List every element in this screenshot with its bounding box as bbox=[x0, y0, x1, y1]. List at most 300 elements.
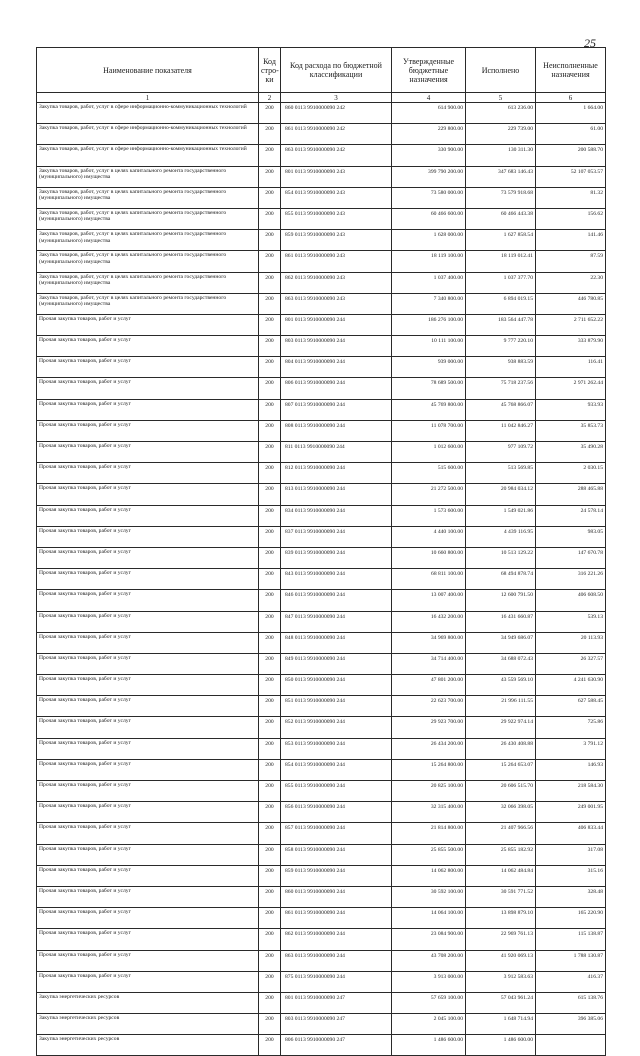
expense-code-cell: 843 0113 9910000090 244 bbox=[281, 569, 392, 590]
expense-code-cell: 851 0113 9910000090 244 bbox=[281, 696, 392, 717]
line-code-cell: 200 bbox=[259, 802, 281, 823]
executed-amount-cell: 75 718 237.56 bbox=[466, 378, 536, 399]
line-code-cell: 200 bbox=[259, 781, 281, 802]
table-row bbox=[37, 124, 606, 145]
table-row bbox=[37, 569, 606, 590]
table-row bbox=[37, 865, 606, 886]
unexecuted-amount-cell: 2 030.15 bbox=[536, 463, 606, 484]
unexecuted-amount-cell: 26 327.57 bbox=[536, 653, 606, 674]
executed-amount-cell: 18 119 012.41 bbox=[466, 251, 536, 272]
executed-amount-cell: 1 627 858.54 bbox=[466, 230, 536, 251]
table-row bbox=[37, 823, 606, 844]
column-number-row bbox=[37, 93, 606, 103]
table-row bbox=[37, 696, 606, 717]
expense-code-cell: 811 0113 9910000090 244 bbox=[281, 442, 392, 463]
indicator-name-cell: Прочая закупка товаров, работ и услуг bbox=[37, 738, 259, 759]
unexecuted-amount-cell: 333 879.90 bbox=[536, 336, 606, 357]
table-row bbox=[37, 1035, 606, 1056]
approved-amount-cell: 330 900.00 bbox=[392, 145, 466, 166]
unexecuted-amount-cell: 116.41 bbox=[536, 357, 606, 378]
line-code-cell: 200 bbox=[259, 272, 281, 293]
unexecuted-amount-cell: 200 588.70 bbox=[536, 145, 606, 166]
expense-code-cell: 858 0113 9910000090 244 bbox=[281, 844, 392, 865]
line-code-cell: 200 bbox=[259, 357, 281, 378]
table-row bbox=[37, 844, 606, 865]
table-row bbox=[37, 420, 606, 441]
table-row bbox=[37, 166, 606, 187]
executed-amount-cell: 30 591 771.52 bbox=[466, 886, 536, 907]
line-code-cell: 200 bbox=[259, 653, 281, 674]
expense-code-cell: 848 0113 9910000090 244 bbox=[281, 632, 392, 653]
executed-amount-cell: 1 549 021.86 bbox=[466, 505, 536, 526]
table-row bbox=[37, 802, 606, 823]
unexecuted-amount-cell: 20 113.93 bbox=[536, 632, 606, 653]
approved-amount-cell: 1 628 000.00 bbox=[392, 230, 466, 251]
unexecuted-amount-cell: 983.05 bbox=[536, 526, 606, 547]
table-row bbox=[37, 611, 606, 632]
expense-code-cell: 854 0113 9910000090 243 bbox=[281, 187, 392, 208]
executed-amount-cell: 4 439 116.95 bbox=[466, 526, 536, 547]
line-code-cell: 200 bbox=[259, 547, 281, 568]
line-code-cell: 200 bbox=[259, 908, 281, 929]
unexecuted-amount-cell: 396 385.06 bbox=[536, 1014, 606, 1035]
approved-amount-cell: 14 064 100.00 bbox=[392, 908, 466, 929]
executed-amount-cell: 16 431 660.87 bbox=[466, 611, 536, 632]
indicator-name-cell: Закупка товаров, работ, услуг в сфере информационно-коммуникационных технологий bbox=[37, 124, 259, 145]
unexecuted-amount-cell: 22.30 bbox=[536, 272, 606, 293]
expense-code-cell: 839 0113 9910000090 244 bbox=[281, 547, 392, 568]
indicator-name-cell: Прочая закупка товаров, работ и услуг bbox=[37, 929, 259, 950]
approved-amount-cell: 25 855 500.00 bbox=[392, 844, 466, 865]
approved-amount-cell: 26 434 200.00 bbox=[392, 738, 466, 759]
approved-amount-cell: 21 272 500.00 bbox=[392, 484, 466, 505]
approved-amount-cell: 3 913 000.00 bbox=[392, 971, 466, 992]
header-row bbox=[37, 48, 606, 93]
unexecuted-amount-cell: 4 241 630.90 bbox=[536, 675, 606, 696]
table-row bbox=[37, 950, 606, 971]
column-number: 3 bbox=[281, 93, 392, 103]
column-number: 5 bbox=[466, 93, 536, 103]
executed-amount-cell: 347 683 146.43 bbox=[466, 166, 536, 187]
indicator-name-cell: Прочая закупка товаров, работ и услуг bbox=[37, 950, 259, 971]
indicator-name-cell: Прочая закупка товаров, работ и услуг bbox=[37, 505, 259, 526]
indicator-name-cell: Прочая закупка товаров, работ и услуг bbox=[37, 442, 259, 463]
expense-code-cell: 862 0113 9910000090 243 bbox=[281, 272, 392, 293]
unexecuted-amount-cell: 316 221.26 bbox=[536, 569, 606, 590]
line-code-cell: 200 bbox=[259, 463, 281, 484]
executed-amount-cell: 1 486 600.00 bbox=[466, 1035, 536, 1056]
executed-amount-cell: 20 606 515.70 bbox=[466, 781, 536, 802]
unexecuted-amount-cell: 416.37 bbox=[536, 971, 606, 992]
unexecuted-amount-cell: 35 490.28 bbox=[536, 442, 606, 463]
expense-code-cell: 863 0113 9910000090 244 bbox=[281, 950, 392, 971]
expense-code-cell: 861 0113 9910000090 242 bbox=[281, 124, 392, 145]
line-code-cell: 200 bbox=[259, 823, 281, 844]
unexecuted-amount-cell: 627 588.45 bbox=[536, 696, 606, 717]
expense-code-cell: 808 0113 9910000090 244 bbox=[281, 420, 392, 441]
expense-code-cell: 801 0113 9910000090 243 bbox=[281, 166, 392, 187]
executed-amount-cell: 13 898 879.10 bbox=[466, 908, 536, 929]
executed-amount-cell: 22 969 761.13 bbox=[466, 929, 536, 950]
executed-amount-cell: 3 912 583.63 bbox=[466, 971, 536, 992]
unexecuted-amount-cell bbox=[536, 1035, 606, 1056]
approved-amount-cell: 43 708 200.00 bbox=[392, 950, 466, 971]
line-code-cell: 200 bbox=[259, 611, 281, 632]
executed-amount-cell: 14 062 484.84 bbox=[466, 865, 536, 886]
approved-amount-cell: 45 769 800.00 bbox=[392, 399, 466, 420]
approved-amount-cell: 14 062 800.00 bbox=[392, 865, 466, 886]
unexecuted-amount-cell: 146.93 bbox=[536, 759, 606, 780]
approved-amount-cell: 60 466 600.00 bbox=[392, 208, 466, 229]
line-code-cell: 200 bbox=[259, 208, 281, 229]
table-row bbox=[37, 463, 606, 484]
line-code-cell: 200 bbox=[259, 886, 281, 907]
indicator-name-cell: Прочая закупка товаров, работ и услуг bbox=[37, 781, 259, 802]
approved-amount-cell: 29 923 700.00 bbox=[392, 717, 466, 738]
expense-code-cell: 856 0113 9910000090 244 bbox=[281, 802, 392, 823]
indicator-name-cell: Прочая закупка товаров, работ и услуг bbox=[37, 971, 259, 992]
executed-amount-cell: 45 768 866.07 bbox=[466, 399, 536, 420]
line-code-cell: 200 bbox=[259, 1014, 281, 1035]
approved-amount-cell: 399 790 200.00 bbox=[392, 166, 466, 187]
expense-code-cell: 813 0113 9910000090 244 bbox=[281, 484, 392, 505]
executed-amount-cell: 938 883.59 bbox=[466, 357, 536, 378]
table-row bbox=[37, 547, 606, 568]
expense-code-cell: 806 0113 9910000090 244 bbox=[281, 378, 392, 399]
table-row bbox=[37, 314, 606, 335]
unexecuted-amount-cell: 81.32 bbox=[536, 187, 606, 208]
executed-amount-cell: 977 109.72 bbox=[466, 442, 536, 463]
approved-amount-cell: 1 486 600.00 bbox=[392, 1035, 466, 1056]
executed-amount-cell: 9 777 220.10 bbox=[466, 336, 536, 357]
table-row bbox=[37, 929, 606, 950]
header-unexecuted: Неисполненные назначения bbox=[536, 48, 606, 93]
executed-amount-cell: 41 920 069.13 bbox=[466, 950, 536, 971]
unexecuted-amount-cell: 3 791.12 bbox=[536, 738, 606, 759]
expense-code-cell: 850 0113 9910000090 244 bbox=[281, 675, 392, 696]
approved-amount-cell: 47 801 200.00 bbox=[392, 675, 466, 696]
expense-code-cell: 862 0113 9910000090 244 bbox=[281, 929, 392, 950]
line-code-cell: 200 bbox=[259, 187, 281, 208]
header-line-code: Код стро- ки bbox=[259, 48, 281, 93]
approved-amount-cell: 23 084 900.00 bbox=[392, 929, 466, 950]
expense-code-cell: 859 0113 9910000090 244 bbox=[281, 865, 392, 886]
expense-code-cell: 801 0113 9910000090 244 bbox=[281, 314, 392, 335]
unexecuted-amount-cell: 406 608.50 bbox=[536, 590, 606, 611]
executed-amount-cell: 1 648 714.94 bbox=[466, 1014, 536, 1035]
indicator-name-cell: Закупка товаров, работ, услуг в целях капитального ремонта государственного (муниципального) имущества bbox=[37, 230, 259, 251]
executed-amount-cell: 10 513 129.22 bbox=[466, 547, 536, 568]
line-code-cell: 200 bbox=[259, 950, 281, 971]
expense-code-cell: 846 0113 9910000090 244 bbox=[281, 590, 392, 611]
table-row bbox=[37, 272, 606, 293]
line-code-cell: 200 bbox=[259, 251, 281, 272]
indicator-name-cell: Закупка товаров, работ, услуг в целях капитального ремонта государственного (муниципального) имущества bbox=[37, 187, 259, 208]
expense-code-cell: 861 0113 9910000090 243 bbox=[281, 251, 392, 272]
indicator-name-cell: Прочая закупка товаров, работ и услуг bbox=[37, 547, 259, 568]
table-row bbox=[37, 632, 606, 653]
unexecuted-amount-cell: 249 001.95 bbox=[536, 802, 606, 823]
line-code-cell: 200 bbox=[259, 505, 281, 526]
table-row bbox=[37, 484, 606, 505]
executed-amount-cell: 43 559 569.10 bbox=[466, 675, 536, 696]
table-row bbox=[37, 971, 606, 992]
line-code-cell: 200 bbox=[259, 865, 281, 886]
approved-amount-cell: 30 592 100.00 bbox=[392, 886, 466, 907]
expense-code-cell: 807 0113 9910000090 244 bbox=[281, 399, 392, 420]
expense-code-cell: 854 0113 9910000090 244 bbox=[281, 759, 392, 780]
unexecuted-amount-cell: 315.16 bbox=[536, 865, 606, 886]
header-indicator-name: Наименование показателя bbox=[37, 48, 259, 93]
column-number: 4 bbox=[392, 93, 466, 103]
line-code-cell: 200 bbox=[259, 484, 281, 505]
approved-amount-cell: 34 969 800.00 bbox=[392, 632, 466, 653]
header-approved: Утвержденные бюджетные назначения bbox=[392, 48, 466, 93]
line-code-cell: 200 bbox=[259, 293, 281, 314]
indicator-name-cell: Прочая закупка товаров, работ и услуг bbox=[37, 463, 259, 484]
executed-amount-cell: 20 984 034.12 bbox=[466, 484, 536, 505]
column-number: 6 bbox=[536, 93, 606, 103]
executed-amount-cell: 613 236.00 bbox=[466, 103, 536, 124]
unexecuted-amount-cell: 446 780.85 bbox=[536, 293, 606, 314]
unexecuted-amount-cell: 406 833.44 bbox=[536, 823, 606, 844]
expense-code-cell: 860 0113 9910000090 242 bbox=[281, 103, 392, 124]
header-expense-code: Код расхода по бюджетной классификации bbox=[281, 48, 392, 93]
line-code-cell: 200 bbox=[259, 1035, 281, 1056]
indicator-name-cell: Прочая закупка товаров, работ и услуг bbox=[37, 886, 259, 907]
header-executed: Исполнено bbox=[466, 48, 536, 93]
indicator-name-cell: Закупка товаров, работ, услуг в целях капитального ремонта государственного (муниципального) имущества bbox=[37, 293, 259, 314]
line-code-cell: 200 bbox=[259, 442, 281, 463]
expense-code-cell: 863 0113 9910000090 242 bbox=[281, 145, 392, 166]
indicator-name-cell: Прочая закупка товаров, работ и услуг bbox=[37, 844, 259, 865]
expense-code-cell: 859 0113 9910000090 243 bbox=[281, 230, 392, 251]
unexecuted-amount-cell: 288 465.88 bbox=[536, 484, 606, 505]
executed-amount-cell: 130 311.30 bbox=[466, 145, 536, 166]
executed-amount-cell: 183 564 447.78 bbox=[466, 314, 536, 335]
expense-code-cell: 855 0113 9910000090 243 bbox=[281, 208, 392, 229]
approved-amount-cell: 1 573 600.00 bbox=[392, 505, 466, 526]
page-number: 25 bbox=[584, 36, 596, 50]
approved-amount-cell: 68 811 100.00 bbox=[392, 569, 466, 590]
unexecuted-amount-cell: 165 220.90 bbox=[536, 908, 606, 929]
table-row bbox=[37, 1014, 606, 1035]
line-code-cell: 200 bbox=[259, 420, 281, 441]
table-row bbox=[37, 251, 606, 272]
unexecuted-amount-cell: 61.00 bbox=[536, 124, 606, 145]
expense-code-cell: 837 0113 9910000090 244 bbox=[281, 526, 392, 547]
indicator-name-cell: Закупка товаров, работ, услуг в целях капитального ремонта государственного (муниципального) имущества bbox=[37, 166, 259, 187]
line-code-cell: 200 bbox=[259, 717, 281, 738]
table-row bbox=[37, 103, 606, 124]
unexecuted-amount-cell: 2 971 262.44 bbox=[536, 378, 606, 399]
column-number: 1 bbox=[37, 93, 259, 103]
unexecuted-amount-cell: 615 138.76 bbox=[536, 992, 606, 1013]
unexecuted-amount-cell: 115 138.87 bbox=[536, 929, 606, 950]
line-code-cell: 200 bbox=[259, 378, 281, 399]
executed-amount-cell: 12 600 791.50 bbox=[466, 590, 536, 611]
expense-code-cell: 849 0113 9910000090 244 bbox=[281, 653, 392, 674]
expense-code-cell: 847 0113 9910000090 244 bbox=[281, 611, 392, 632]
executed-amount-cell: 26 430 408.88 bbox=[466, 738, 536, 759]
approved-amount-cell: 15 264 800.00 bbox=[392, 759, 466, 780]
table-row bbox=[37, 357, 606, 378]
approved-amount-cell: 73 580 000.00 bbox=[392, 187, 466, 208]
indicator-name-cell: Закупка товаров, работ, услуг в целях капитального ремонта государственного (муниципального) имущества bbox=[37, 251, 259, 272]
executed-amount-cell: 29 922 974.14 bbox=[466, 717, 536, 738]
unexecuted-amount-cell: 87.59 bbox=[536, 251, 606, 272]
indicator-name-cell: Прочая закупка товаров, работ и услуг bbox=[37, 865, 259, 886]
line-code-cell: 200 bbox=[259, 103, 281, 124]
unexecuted-amount-cell: 725.86 bbox=[536, 717, 606, 738]
indicator-name-cell: Прочая закупка товаров, работ и услуг bbox=[37, 569, 259, 590]
table-row bbox=[37, 781, 606, 802]
indicator-name-cell: Закупка энергетических ресурсов bbox=[37, 992, 259, 1013]
approved-amount-cell: 13 007 400.00 bbox=[392, 590, 466, 611]
expense-code-cell: 855 0113 9910000090 244 bbox=[281, 781, 392, 802]
executed-amount-cell: 11 042 846.27 bbox=[466, 420, 536, 441]
indicator-name-cell: Прочая закупка товаров, работ и услуг bbox=[37, 611, 259, 632]
indicator-name-cell: Прочая закупка товаров, работ и услуг bbox=[37, 420, 259, 441]
column-number: 2 bbox=[259, 93, 281, 103]
approved-amount-cell: 32 315 400.00 bbox=[392, 802, 466, 823]
approved-amount-cell: 186 276 100.00 bbox=[392, 314, 466, 335]
line-code-cell: 200 bbox=[259, 992, 281, 1013]
line-code-cell: 200 bbox=[259, 971, 281, 992]
expense-code-cell: 803 0113 9910000090 244 bbox=[281, 336, 392, 357]
table-row bbox=[37, 208, 606, 229]
approved-amount-cell: 78 689 500.00 bbox=[392, 378, 466, 399]
indicator-name-cell: Прочая закупка товаров, работ и услуг bbox=[37, 653, 259, 674]
unexecuted-amount-cell: 539.13 bbox=[536, 611, 606, 632]
table-row bbox=[37, 505, 606, 526]
approved-amount-cell: 1 037 400.00 bbox=[392, 272, 466, 293]
indicator-name-cell: Прочая закупка товаров, работ и услуг bbox=[37, 908, 259, 929]
line-code-cell: 200 bbox=[259, 166, 281, 187]
indicator-name-cell: Прочая закупка товаров, работ и услуг bbox=[37, 526, 259, 547]
line-code-cell: 200 bbox=[259, 569, 281, 590]
table-row bbox=[37, 442, 606, 463]
unexecuted-amount-cell: 1 788 130.87 bbox=[536, 950, 606, 971]
approved-amount-cell: 2 045 100.00 bbox=[392, 1014, 466, 1035]
unexecuted-amount-cell: 35 853.73 bbox=[536, 420, 606, 441]
executed-amount-cell: 34 949 686.07 bbox=[466, 632, 536, 653]
table-row bbox=[37, 145, 606, 166]
line-code-cell: 200 bbox=[259, 632, 281, 653]
line-code-cell: 200 bbox=[259, 590, 281, 611]
table-row bbox=[37, 399, 606, 420]
indicator-name-cell: Прочая закупка товаров, работ и услуг bbox=[37, 802, 259, 823]
approved-amount-cell: 22 623 700.00 bbox=[392, 696, 466, 717]
line-code-cell: 200 bbox=[259, 759, 281, 780]
executed-amount-cell: 21 996 111.55 bbox=[466, 696, 536, 717]
indicator-name-cell: Прочая закупка товаров, работ и услуг bbox=[37, 314, 259, 335]
table-row bbox=[37, 738, 606, 759]
executed-amount-cell: 21 407 966.56 bbox=[466, 823, 536, 844]
line-code-cell: 200 bbox=[259, 336, 281, 357]
table-row bbox=[37, 992, 606, 1013]
expense-code-cell: 860 0113 9910000090 244 bbox=[281, 886, 392, 907]
unexecuted-amount-cell: 24 578.14 bbox=[536, 505, 606, 526]
line-code-cell: 200 bbox=[259, 844, 281, 865]
indicator-name-cell: Прочая закупка товаров, работ и услуг bbox=[37, 484, 259, 505]
unexecuted-amount-cell: 218 584.30 bbox=[536, 781, 606, 802]
approved-amount-cell: 20 825 100.00 bbox=[392, 781, 466, 802]
expense-code-cell: 834 0113 9910000090 244 bbox=[281, 505, 392, 526]
approved-amount-cell: 16 432 200.00 bbox=[392, 611, 466, 632]
indicator-name-cell: Прочая закупка товаров, работ и услуг bbox=[37, 399, 259, 420]
expense-code-cell: 852 0113 9910000090 244 bbox=[281, 717, 392, 738]
table-body bbox=[37, 103, 606, 1056]
table-row bbox=[37, 378, 606, 399]
approved-amount-cell: 614 900.00 bbox=[392, 103, 466, 124]
approved-amount-cell: 10 111 100.00 bbox=[392, 336, 466, 357]
approved-amount-cell: 10 660 800.00 bbox=[392, 547, 466, 568]
line-code-cell: 200 bbox=[259, 314, 281, 335]
table-row bbox=[37, 759, 606, 780]
unexecuted-amount-cell: 156.62 bbox=[536, 208, 606, 229]
indicator-name-cell: Закупка товаров, работ, услуг в сфере информационно-коммуникационных технологий bbox=[37, 145, 259, 166]
executed-amount-cell: 73 579 918.68 bbox=[466, 187, 536, 208]
indicator-name-cell: Прочая закупка товаров, работ и услуг bbox=[37, 823, 259, 844]
approved-amount-cell: 229 800.00 bbox=[392, 124, 466, 145]
line-code-cell: 200 bbox=[259, 124, 281, 145]
indicator-name-cell: Прочая закупка товаров, работ и услуг bbox=[37, 378, 259, 399]
line-code-cell: 200 bbox=[259, 230, 281, 251]
table-row bbox=[37, 526, 606, 547]
indicator-name-cell: Прочая закупка товаров, работ и услуг bbox=[37, 590, 259, 611]
unexecuted-amount-cell: 328.48 bbox=[536, 886, 606, 907]
executed-amount-cell: 34 688 072.43 bbox=[466, 653, 536, 674]
indicator-name-cell: Прочая закупка товаров, работ и услуг bbox=[37, 696, 259, 717]
executed-amount-cell: 60 466 443.38 bbox=[466, 208, 536, 229]
unexecuted-amount-cell: 1 664.00 bbox=[536, 103, 606, 124]
executed-amount-cell: 25 855 182.92 bbox=[466, 844, 536, 865]
expense-code-cell: 863 0113 9910000090 243 bbox=[281, 293, 392, 314]
expense-code-cell: 806 0113 9910000090 247 bbox=[281, 1035, 392, 1056]
table-row bbox=[37, 336, 606, 357]
approved-amount-cell: 21 814 800.00 bbox=[392, 823, 466, 844]
unexecuted-amount-cell: 933.93 bbox=[536, 399, 606, 420]
executed-amount-cell: 68 494 878.74 bbox=[466, 569, 536, 590]
executed-amount-cell: 57 043 961.24 bbox=[466, 992, 536, 1013]
line-code-cell: 200 bbox=[259, 526, 281, 547]
executed-amount-cell: 513 569.85 bbox=[466, 463, 536, 484]
expense-code-cell: 861 0113 9910000090 244 bbox=[281, 908, 392, 929]
approved-amount-cell: 34 714 400.00 bbox=[392, 653, 466, 674]
line-code-cell: 200 bbox=[259, 675, 281, 696]
indicator-name-cell: Прочая закупка товаров, работ и услуг bbox=[37, 357, 259, 378]
indicator-name-cell: Прочая закупка товаров, работ и услуг bbox=[37, 759, 259, 780]
indicator-name-cell: Прочая закупка товаров, работ и услуг bbox=[37, 632, 259, 653]
approved-amount-cell: 939 000.00 bbox=[392, 357, 466, 378]
executed-amount-cell: 1 037 377.70 bbox=[466, 272, 536, 293]
unexecuted-amount-cell: 141.46 bbox=[536, 230, 606, 251]
line-code-cell: 200 bbox=[259, 399, 281, 420]
expense-code-cell: 857 0113 9910000090 244 bbox=[281, 823, 392, 844]
approved-amount-cell: 57 659 100.00 bbox=[392, 992, 466, 1013]
approved-amount-cell: 1 012 600.00 bbox=[392, 442, 466, 463]
unexecuted-amount-cell: 317.08 bbox=[536, 844, 606, 865]
indicator-name-cell: Закупка товаров, работ, услуг в сфере информационно-коммуникационных технологий bbox=[37, 103, 259, 124]
approved-amount-cell: 18 119 100.00 bbox=[392, 251, 466, 272]
table-row bbox=[37, 187, 606, 208]
indicator-name-cell: Прочая закупка товаров, работ и услуг bbox=[37, 717, 259, 738]
executed-amount-cell: 15 264 653.07 bbox=[466, 759, 536, 780]
indicator-name-cell: Прочая закупка товаров, работ и услуг bbox=[37, 675, 259, 696]
expense-code-cell: 812 0113 9910000090 244 bbox=[281, 463, 392, 484]
indicator-name-cell: Закупка энергетических ресурсов bbox=[37, 1035, 259, 1056]
